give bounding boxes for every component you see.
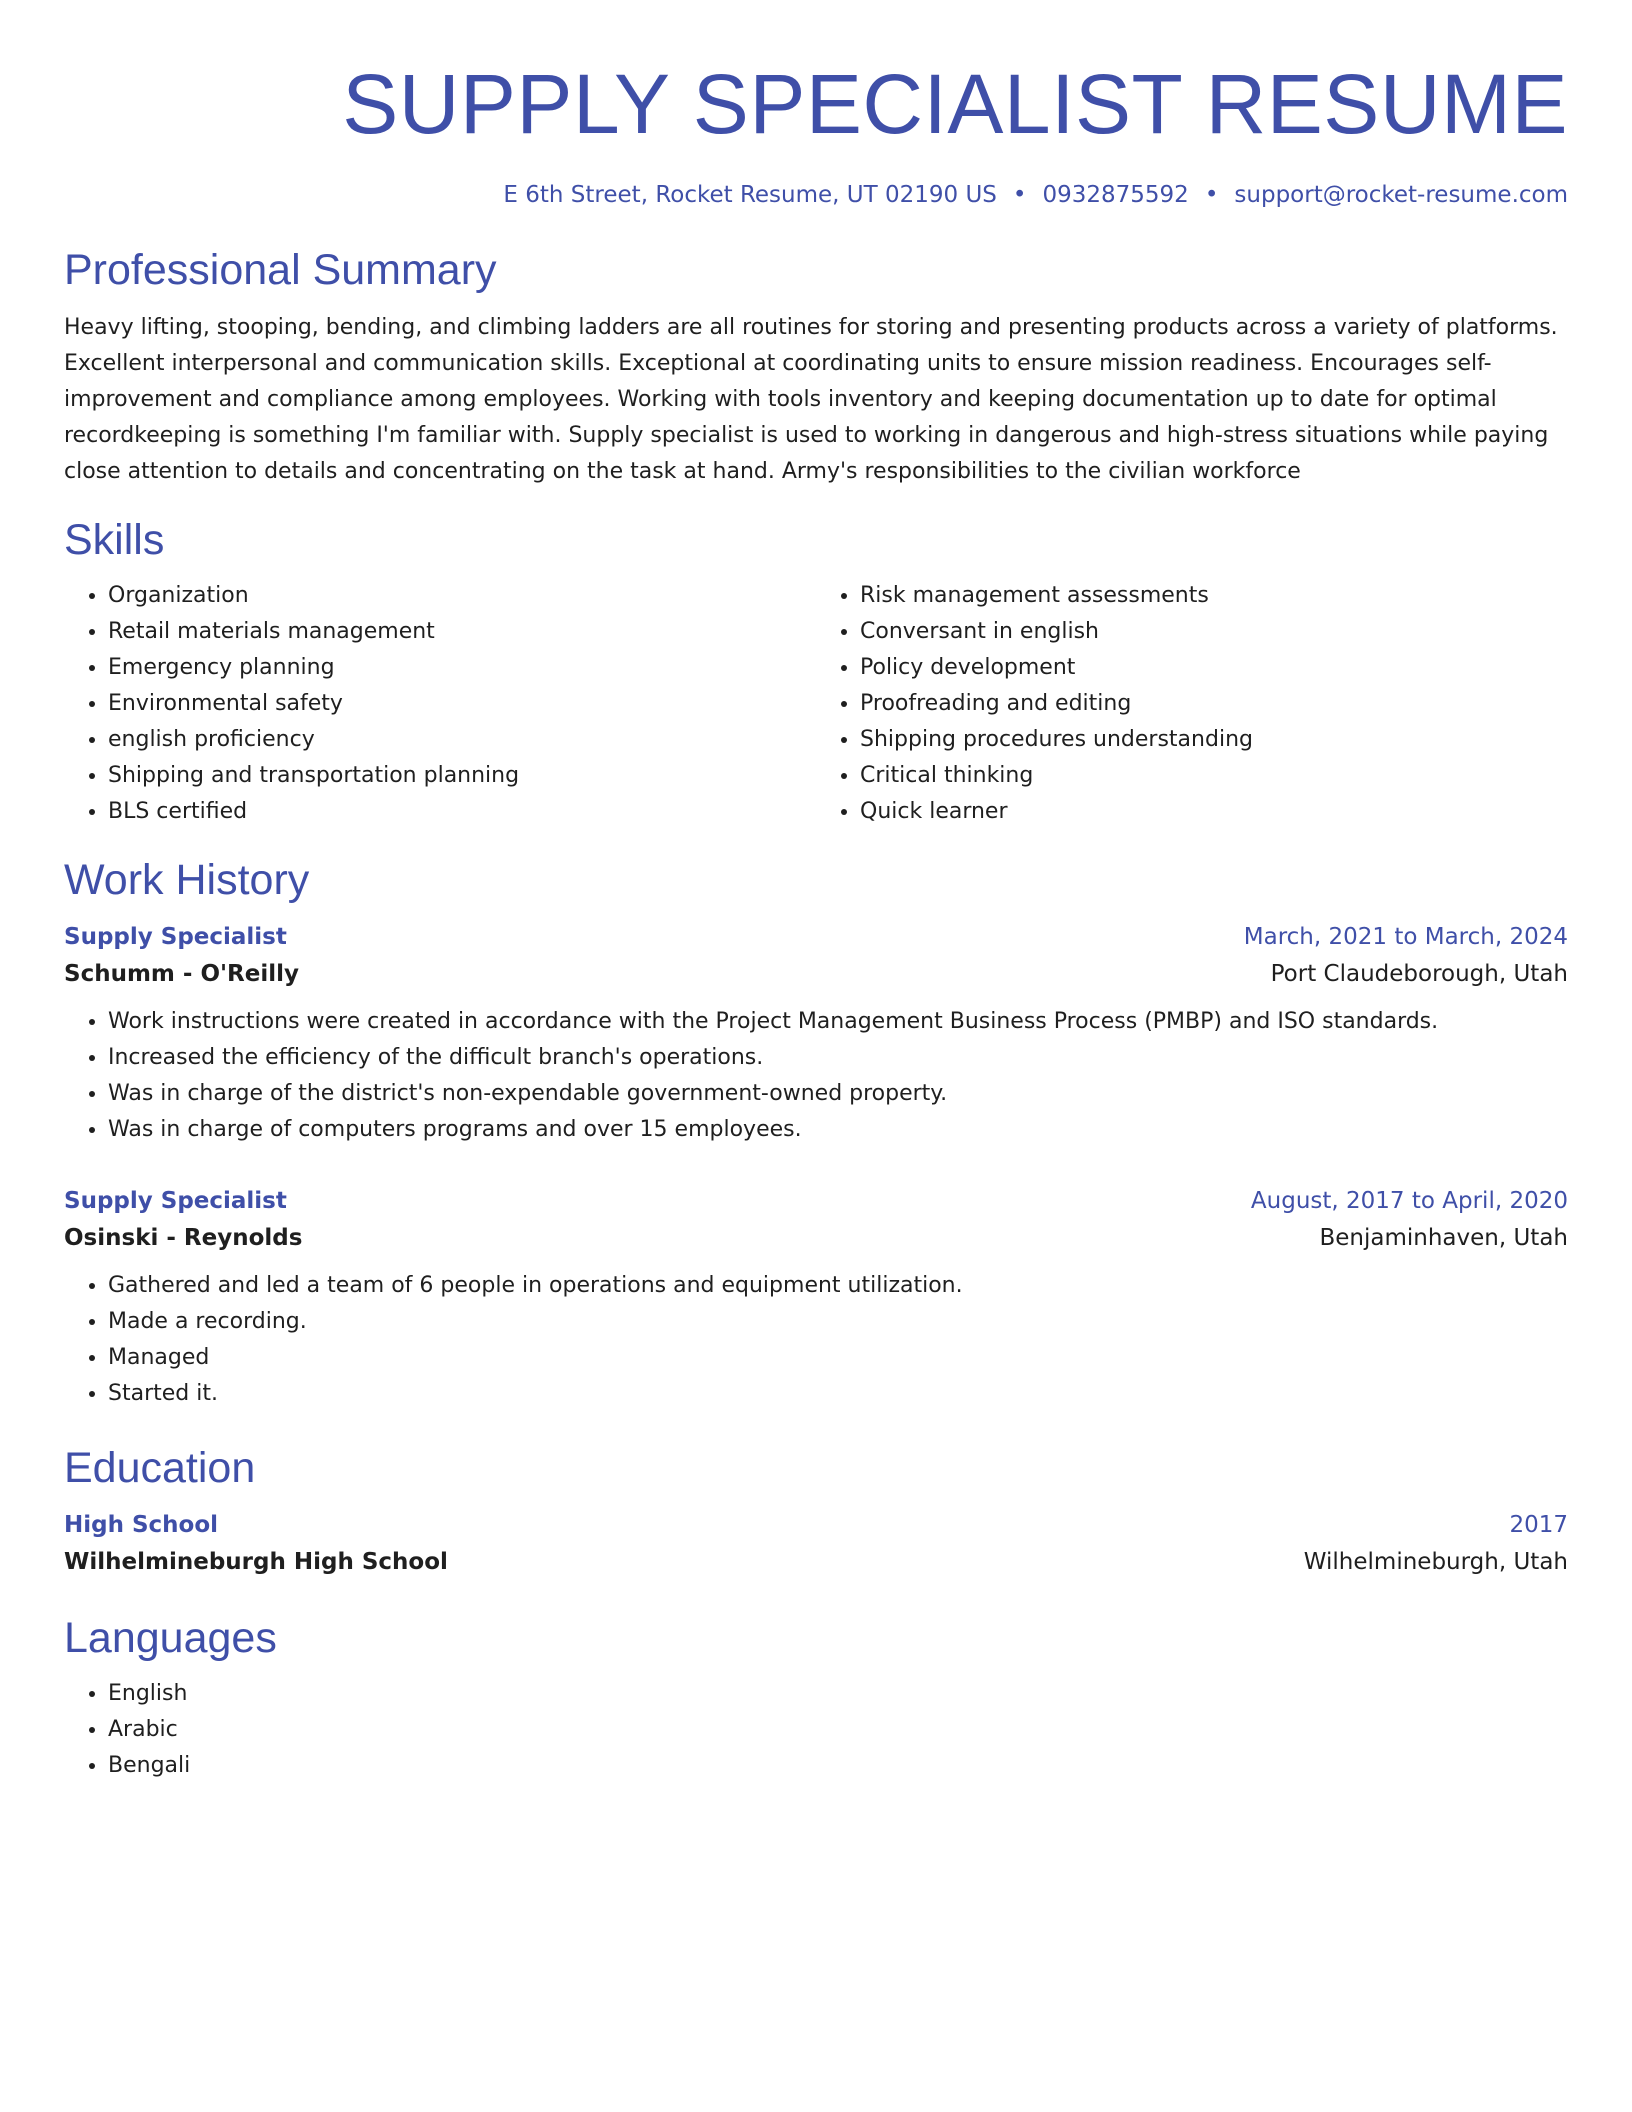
contact-separator: •: [1012, 182, 1027, 208]
summary-heading: Professional Summary: [64, 246, 497, 294]
language-item: • Bengali: [108, 1748, 1568, 1784]
job-bullet: • Gathered and led a team of 6 people in operations and equipment utilization.: [108, 1268, 1568, 1304]
skills-list-left: [64, 578, 816, 830]
job-bullet: • Made a recording.: [108, 1304, 1568, 1340]
work-history-section: [64, 854, 1568, 1412]
job-bullet: • Increased the efficiency of the difficult branch's operations.: [108, 1040, 1568, 1076]
languages-heading: Languages: [64, 1614, 277, 1662]
education-header-row: [64, 1508, 1568, 1542]
skill-item: • Organization: [108, 578, 816, 614]
skills-grid: [64, 578, 1568, 830]
language-item: • Arabic: [108, 1712, 1568, 1748]
job-employer-row: [64, 954, 1568, 994]
skill-item: • Conversant in english: [860, 614, 1568, 650]
education-section: [64, 1442, 1568, 1582]
job-bullet: • Started it.: [108, 1376, 1568, 1412]
skill-item: • Shipping and transportation planning: [108, 758, 816, 794]
job-dates: August, 2017 to April, 2020: [1250, 1188, 1568, 1214]
job-bullet-list: [64, 1268, 1568, 1412]
job-header-row: [64, 1184, 1568, 1218]
skill-item: • Proofreading and editing: [860, 686, 1568, 722]
summary-text: Heavy lifting, stooping, bending, and climbing ladders are all routines for storing and presenting products across a variety of platforms. Excellent interpersonal and communication skills. Exceptional at coordinating units to ensure mission readiness. Encourages self-improvement and compliance among employees. Working with tools inventory and keeping documentation up to date for optimal recordkeeping is something I'm familiar with. Supply specialist is used to working in dangerous and high-stress situations while paying close attention to details and concentrating on the task at hand. Army's responsibilities to the civilian workforce: [64, 315, 1558, 484]
job-bullet: • Was in charge of computers programs and over 15 employees.: [108, 1112, 1568, 1148]
job-title: Supply Specialist: [64, 924, 287, 950]
skill-item: • Environmental safety: [108, 686, 816, 722]
skill-item: • Emergency planning: [108, 650, 816, 686]
job-header-row: [64, 920, 1568, 954]
skill-item: • BLS certified: [108, 794, 816, 830]
job-employer: Schumm - O'Reilly: [64, 961, 299, 987]
job-employer-row: [64, 1218, 1568, 1258]
language-item: • English: [108, 1676, 1568, 1712]
job-bullet-list: [64, 1004, 1568, 1148]
job-entry: [64, 920, 1568, 1148]
resume-header: [64, 56, 1568, 210]
skill-item: • Risk management assessments: [860, 578, 1568, 614]
job-location: Port Claudeborough, Utah: [1270, 961, 1568, 987]
contact-email[interactable]: support@rocket-resume.com: [1234, 182, 1568, 208]
contact-address: E 6th Street, Rocket Resume, UT 02190 US: [503, 182, 997, 208]
languages-list: [64, 1676, 1568, 1784]
education-school: Wilhelmineburgh High School: [64, 1549, 448, 1575]
job-dates: March, 2021 to March, 2024: [1243, 924, 1568, 950]
job-entry: [64, 1184, 1568, 1412]
languages-section: [64, 1612, 1568, 1784]
work-history-heading: Work History: [64, 856, 310, 904]
skills-section: [64, 514, 1568, 830]
summary-section: [64, 244, 1568, 490]
skill-item: • Retail materials management: [108, 614, 816, 650]
education-degree: High School: [64, 1512, 219, 1538]
skills-list-right: [816, 578, 1568, 830]
education-year: 2017: [1509, 1512, 1568, 1538]
skill-item: • Policy development: [860, 650, 1568, 686]
job-location: Benjaminhaven, Utah: [1319, 1225, 1568, 1251]
job-title: Supply Specialist: [64, 1188, 287, 1214]
job-bullet: • Managed: [108, 1340, 1568, 1376]
skill-item: • Quick learner: [860, 794, 1568, 830]
resume-title: SUPPLY SPECIALIST RESUME: [342, 57, 1568, 151]
skill-item: • Shipping procedures understanding: [860, 722, 1568, 758]
education-entry: [64, 1508, 1568, 1582]
job-bullet: • Work instructions were created in accordance with the Project Management Business Process (PMBP) and ISO standards.: [108, 1004, 1568, 1040]
education-heading: Education: [64, 1444, 256, 1492]
job-bullet: • Was in charge of the district's non-expendable government-owned property.: [108, 1076, 1568, 1112]
skills-heading: Skills: [64, 516, 165, 564]
skill-item: • english proficiency: [108, 722, 816, 758]
contact-phone: 0932875592: [1042, 182, 1189, 208]
education-location: Wilhelmineburgh, Utah: [1303, 1549, 1568, 1575]
contact-separator: •: [1204, 182, 1219, 208]
skill-item: • Critical thinking: [860, 758, 1568, 794]
contact-line: [64, 180, 1568, 210]
job-employer: Osinski - Reynolds: [64, 1225, 303, 1251]
education-school-row: [64, 1542, 1568, 1582]
